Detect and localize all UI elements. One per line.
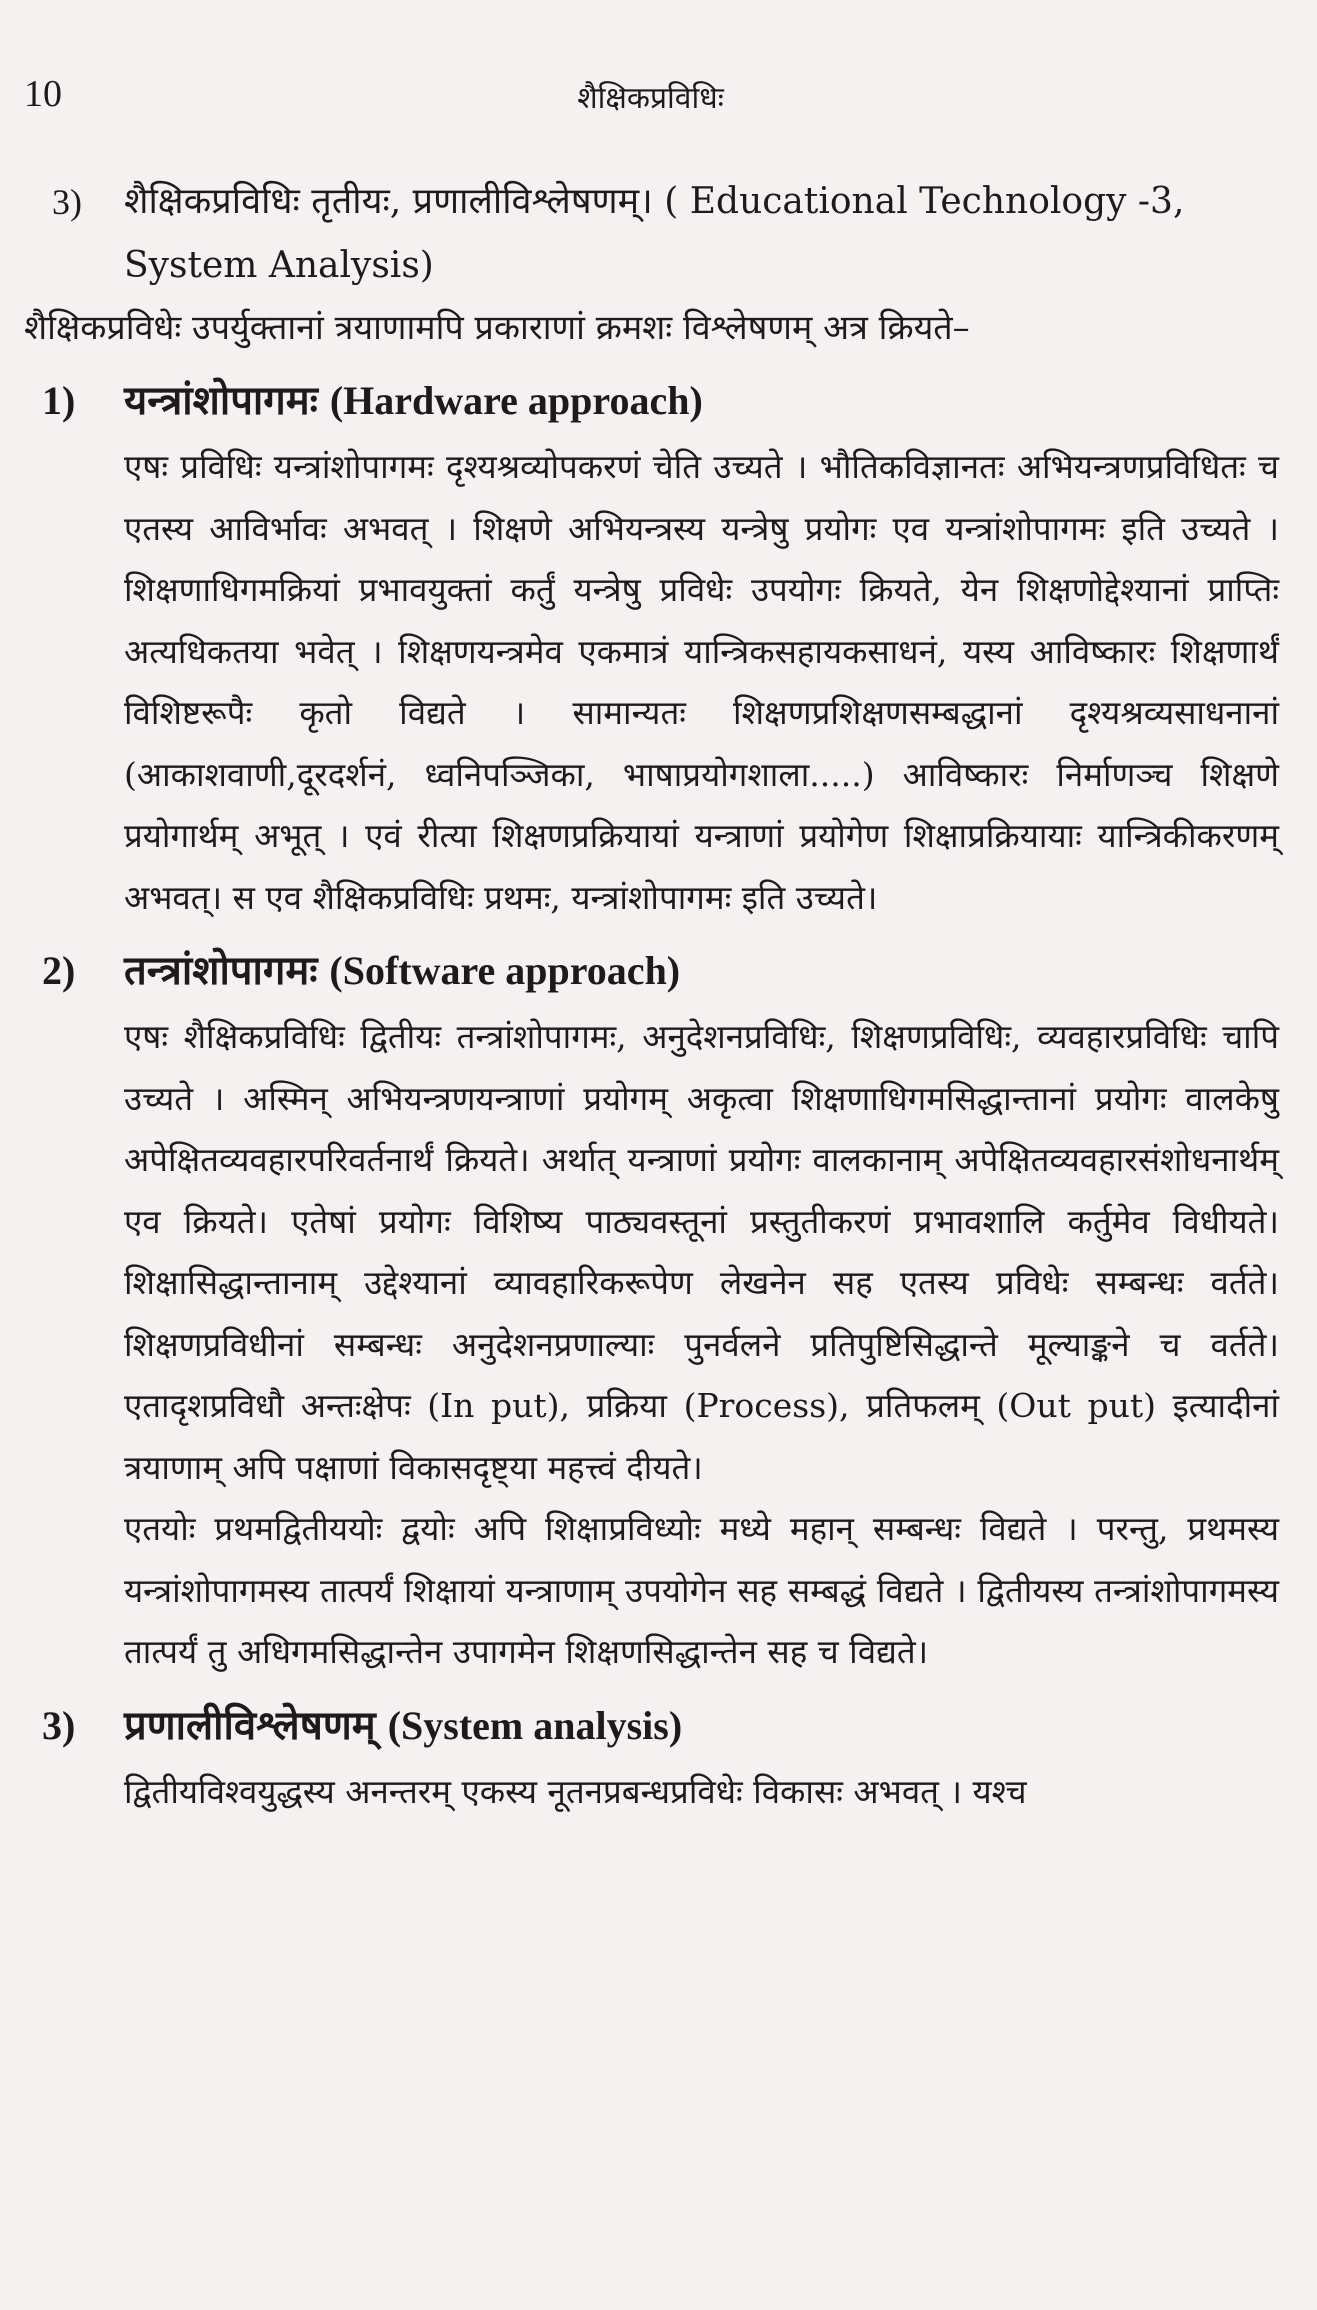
section-system-analysis bbox=[24, 1691, 1279, 1823]
section-title: प्रणालीविश्लेषणम् bbox=[124, 1701, 376, 1749]
section-hardware-approach bbox=[24, 366, 1279, 928]
section-number: 2) bbox=[42, 948, 76, 993]
section-paragraph: द्वितीयविश्वयुद्धस्य अनन्तरम् एकस्य नूतनप्रबन्धप्रविधेः विकासः अभवत् । यश्च bbox=[124, 1771, 1027, 1811]
page-number: 10 bbox=[24, 73, 62, 115]
list-item-3 bbox=[24, 170, 1279, 298]
section-title: तन्त्रांशोपागमः bbox=[124, 947, 318, 994]
section-heading bbox=[24, 366, 1279, 436]
section-paragraph: एतयोः प्रथमद्वितीययोः द्वयोः अपि शिक्षाप्रविध्योः मध्ये महान् सम्बन्धः विद्यते । परन्तु, प्रथमस्य यन्त्रांशोपागमस्य तात्पर्यं शिक्षायां यन्त्राणाम् उपयोगेन सह सम्बद्धं विद्यते । द्वितीयस्य तन्त्रांशोपागमस्य तात्पर्यं तु अधिगमसिद्धान्तेन उपागमेन शिक्षणसिद्धान्तेन सह च विद्यते। bbox=[124, 1509, 1279, 1671]
section-title-english: (Hardware approach) bbox=[329, 378, 703, 423]
running-head: शैक्षिकप्रविधिः bbox=[577, 81, 724, 116]
section-title-english: (System analysis) bbox=[387, 1702, 683, 1748]
section-heading bbox=[24, 936, 1279, 1006]
section-paragraph: एषः शैक्षिकप्रविधिः द्वितीयः तन्त्रांशोपागमः, अनुदेशनप्रविधिः, शिक्षणप्रविधिः, व्यवहारप्रविधिः चापि उच्यते । अस्मिन् अभियन्त्रणयन्त्राणां प्रयोगम् अकृत्वा शिक्षणाधिगमसिद्धान्तानां प्रयोगः वालकेषु अपेक्षितव्यवहारपरिवर्तनार्थं क्रियते। अर्थात् यन्त्राणां प्रयोगः वालकानाम् अपेक्षितव्यवहारसंशोधनार्थम् एव क्रियते। एतेषां प्रयोगः विशिष्य पाठ्यवस्तूनां प्रस्तुतीकरणं प्रभावशालि कर्तुमेव विधीयते। शिक्षासिद्धान्तानाम् उद्देश्यानां व्यावहारिकरूपेण लेखनेन सह एतस्य प्रविधेः सम्बन्धः वर्तते। शिक्षणप्रविधीनां सम्बन्धः अनुदेशनप्रणाल्याः पुनर्वलने प्रतिपुष्टिसिद्धान्ते मूल्याङ्कने च वर्तते। एतादृशप्रविधौ अन्तःक्षेपः (In put), प्रक्रिया (Process), प्रतिफलम् (Out put) इत्यादीनां त्रयाणाम् अपि पक्षाणां विकासदृष्ट्या महत्त्वं दीयते। bbox=[124, 1017, 1279, 1487]
section-paragraph: एषः प्रविधिः यन्त्रांशोपागमः दृश्यश्रव्योपकरणं चेति उच्यते । भौतिकविज्ञानतः अभियन्त्रणप्रविधितः च एतस्य आविर्भावः अभवत् । शिक्षणे अभियन्त्रस्य यन्त्रेषु प्रयोगः एव यन्त्रांशोपागमः इति उच्यते । शिक्षणाधिगमक्रियां प्रभावयुक्तां कर्तुं यन्त्रेषु प्रविधेः उपयोगः क्रियते, येन शिक्षणोद्देश्यानां प्राप्तिः अत्यधिकतया भवेत् । शिक्षणयन्त्रमेव एकमात्रं यान्त्रिकसहायकसाधनं, यस्य आविष्कारः शिक्षणार्थं विशिष्टरूपैः कृतो विद्यते । सामान्यतः शिक्षणप्रशिक्षणसम्बद्धानां दृश्यश्रव्यसाधनानां (आकाशवाणी,दूरदर्शनं, ध्वनिपञ्जिका, भाषाप्रयोगशाला.....) आविष्कारः निर्माणञ्च शिक्षणे प्रयोगार्थम् अभूत् । एवं रीत्या शिक्षणप्रक्रियायां यन्त्राणां प्रयोगेण शिक्षाप्रक्रियायाः यान्त्रिकीकरणम् अभवत्। स एव शैक्षिकप्रविधिः प्रथमः, यन्त्रांशोपागमः इति उच्यते। bbox=[124, 447, 1279, 917]
intro-paragraph: शैक्षिकप्रविधेः उपर्युक्तानां त्रयाणामपि प्रकाराणां क्रमशः विश्लेषणम् अत्र क्रियते– bbox=[24, 308, 970, 348]
page-header bbox=[24, 72, 1277, 122]
section-heading bbox=[24, 1691, 1279, 1761]
section-number: 3) bbox=[42, 1702, 76, 1748]
list-item-text: शैक्षिकप्रविधिः तृतीयः, प्रणालीविश्लेषणम्। ( Educational Technology -3, System Analysis) bbox=[124, 181, 1185, 286]
section-number: 1) bbox=[42, 378, 76, 423]
section-title-english: (Software approach) bbox=[329, 948, 681, 993]
section-software-approach bbox=[24, 936, 1279, 1683]
section-title: यन्त्रांशोपागमः bbox=[124, 377, 318, 424]
list-item-number: 3) bbox=[52, 182, 82, 222]
page-body bbox=[24, 170, 1279, 1822]
